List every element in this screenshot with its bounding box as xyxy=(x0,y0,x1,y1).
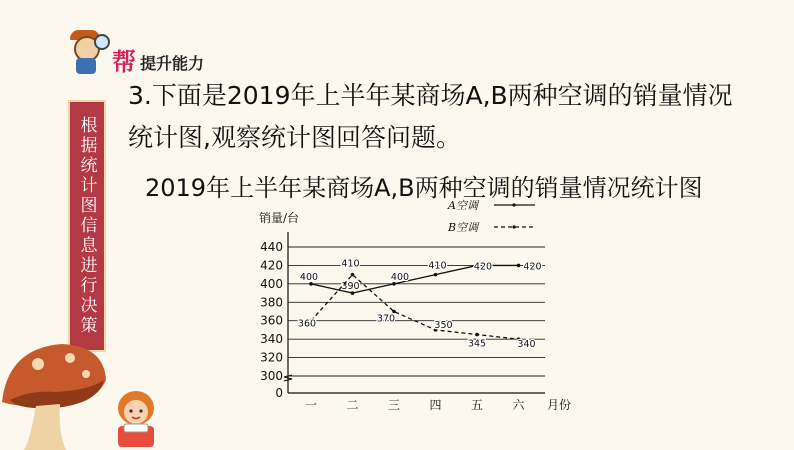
data-label: 420 xyxy=(473,261,493,273)
data-label: 400 xyxy=(390,271,410,283)
y-tick-label: 360 xyxy=(260,313,283,328)
x-tick-label: 一 xyxy=(304,398,318,412)
legend-label: B空调 xyxy=(448,221,479,234)
data-point xyxy=(351,273,355,277)
y-tick-label: 380 xyxy=(260,295,283,310)
y-tick-label: 420 xyxy=(260,258,283,273)
data-label: 420 xyxy=(523,261,542,273)
legend-label: A空调 xyxy=(448,199,478,212)
y-tick-label: 320 xyxy=(260,350,283,365)
data-point xyxy=(517,264,521,268)
x-tick-label: 六 xyxy=(512,398,525,412)
question-line-2: 统计图,观察统计图回答问题。 xyxy=(128,123,461,152)
y-tick-label: 400 xyxy=(260,276,283,291)
data-label: 370 xyxy=(376,313,396,325)
x-tick-label: 三 xyxy=(387,398,401,412)
data-label: 340 xyxy=(517,339,536,351)
x-axis-label: 月份 xyxy=(547,398,572,412)
y-axis-label: 销量/台 xyxy=(259,211,300,225)
data-label: 345 xyxy=(467,338,487,350)
y-tick-label: 440 xyxy=(260,240,283,254)
y-tick-label: 0 xyxy=(275,386,283,400)
data-label: 350 xyxy=(434,319,453,331)
legend-swatch-point xyxy=(512,225,515,228)
data-label: 360 xyxy=(297,318,317,330)
section-badge-text: 提升能力 xyxy=(140,54,205,73)
question-line-1: 3.下面是2019年上半年某商场A,B两种空调的销量情况 xyxy=(128,81,733,110)
x-tick-label: 四 xyxy=(429,398,442,412)
chart-title: 2019年上半年某商场A,B两种空调的销量情况统计图 xyxy=(145,174,703,202)
data-label: 410 xyxy=(428,260,447,272)
sidebar-text: 根据统计图信息进行决策 xyxy=(76,116,97,336)
x-tick-label: 二 xyxy=(346,398,359,412)
x-tick-label: 五 xyxy=(470,398,484,412)
y-tick-label: 340 xyxy=(260,332,283,347)
y-tick-label: 300 xyxy=(260,369,283,383)
data-label: 390 xyxy=(341,281,360,293)
data-label: 400 xyxy=(299,271,319,283)
section-badge-char: 帮 xyxy=(112,47,136,76)
data-point xyxy=(475,333,479,337)
legend-swatch-point xyxy=(512,203,515,206)
data-label: 410 xyxy=(341,258,360,270)
data-point xyxy=(434,273,438,277)
